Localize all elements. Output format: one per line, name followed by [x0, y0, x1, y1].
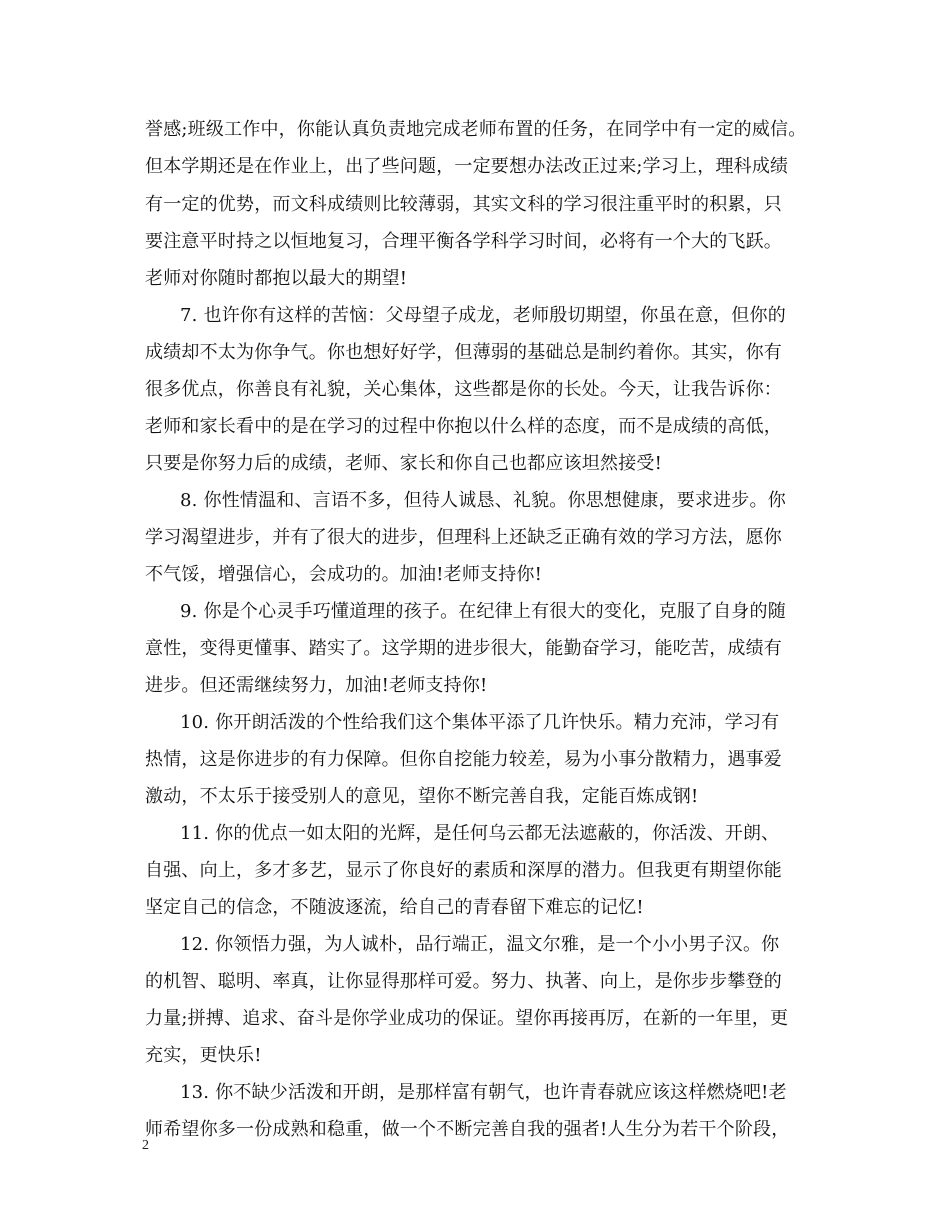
- text-line: 学习渴望进步，并有了很大的进步，但理科上还缺乏正确有效的学习方法，愿你: [145, 527, 782, 548]
- text-line: 的机智、聪明、率真，让你显得那样可爱。努力、执著、向上，是你步步攀登的: [145, 971, 782, 992]
- text-line: 只要是你努力后的成绩，老师、家长和你自己也都应该坦然接受!: [145, 453, 663, 474]
- text-line: 但本学期还是在作业上，出了些问题，一定要想办法改正过来;学习上，理科成绩: [145, 156, 789, 177]
- page-number: 2: [142, 1138, 149, 1153]
- text-line: 力量;拼搏、追求、奋斗是你学业成功的保证。望你再接再厉，在新的一年里，更: [145, 1008, 789, 1029]
- text-line: 不气馁，增强信心，会成功的。加油!老师支持你!: [145, 564, 543, 585]
- paragraph-13-start: 13. 你不缺少活泼和开朗，是那样富有朝气，也许青春就应该这样燃烧吧!老: [180, 1082, 787, 1103]
- paragraph-9-start: 9. 你是个心灵手巧懂道理的孩子。在纪律上有很大的变化，克服了自身的随: [180, 601, 786, 622]
- text-line: 充实，更快乐!: [145, 1045, 262, 1066]
- text-line: 有一定的优势，而文科成绩则比较薄弱，其实文科的学习很注重平时的积累，只: [145, 194, 782, 215]
- text-line: 激动，不太乐于接受别人的意见，望你不断完善自我，定能百炼成钢!: [145, 786, 699, 807]
- text-line: 热情，这是你进步的有力保障。但你自挖能力较差，易为小事分散精力，遇事爱: [145, 749, 782, 770]
- text-line: 誉感;班级工作中，你能认真负责地完成老师布置的任务，在同学中有一定的威信。: [145, 119, 807, 140]
- text-line: 要注意平时持之以恒地复习，合理平衡各学科学习时间，必将有一个大的飞跃。: [145, 231, 782, 252]
- text-line: 自强、向上，多才多艺，显示了你良好的素质和深厚的潜力。但我更有期望你能: [145, 860, 782, 881]
- text-line: 意性，变得更懂事、踏实了。这学期的进步很大，能勤奋学习，能吃苦，成绩有: [145, 638, 782, 659]
- text-line: 很多优点，你善良有礼貌，关心集体，这些都是你的长处。今天，让我告诉你：: [145, 379, 782, 400]
- text-line: 进步。但还需继续努力，加油!老师支持你!: [145, 675, 488, 696]
- paragraph-11-start: 11. 你的优点一如太阳的光辉，是任何乌云都无法遮蔽的，你活泼、开朗、: [180, 823, 780, 844]
- paragraph-12-start: 12. 你领悟力强，为人诚朴，品行端正，温文尔雅，是一个小小男子汉。你: [180, 934, 780, 955]
- paragraph-8-start: 8. 你性情温和、言语不多，但待人诚恳、礼貌。你思想健康，要求进步。你: [180, 490, 786, 511]
- paragraph-10-start: 10. 你开朗活泼的个性给我们这个集体平添了几许快乐。精力充沛，学习有: [180, 712, 780, 733]
- paragraph-7-start: 7. 也许你有这样的苦恼：父母望子成龙，老师殷切期望，你虽在意，但你的: [180, 305, 786, 326]
- text-line: 老师和家长看中的是在学习的过程中你抱以什么样的态度，而不是成绩的高低，: [145, 416, 782, 437]
- text-line: 成绩却不太为你争气。你也想好好学，但薄弱的基础总是制约着你。其实，你有: [145, 342, 782, 363]
- text-line: 老师对你随时都抱以最大的期望!: [145, 268, 408, 289]
- text-line: 坚定自己的信念，不随波逐流，给自己的青春留下难忘的记忆!: [145, 897, 644, 918]
- text-line: 师希望你多一份成熟和稳重，做一个不断完善自我的强者!人生分为若干个阶段，: [145, 1119, 790, 1140]
